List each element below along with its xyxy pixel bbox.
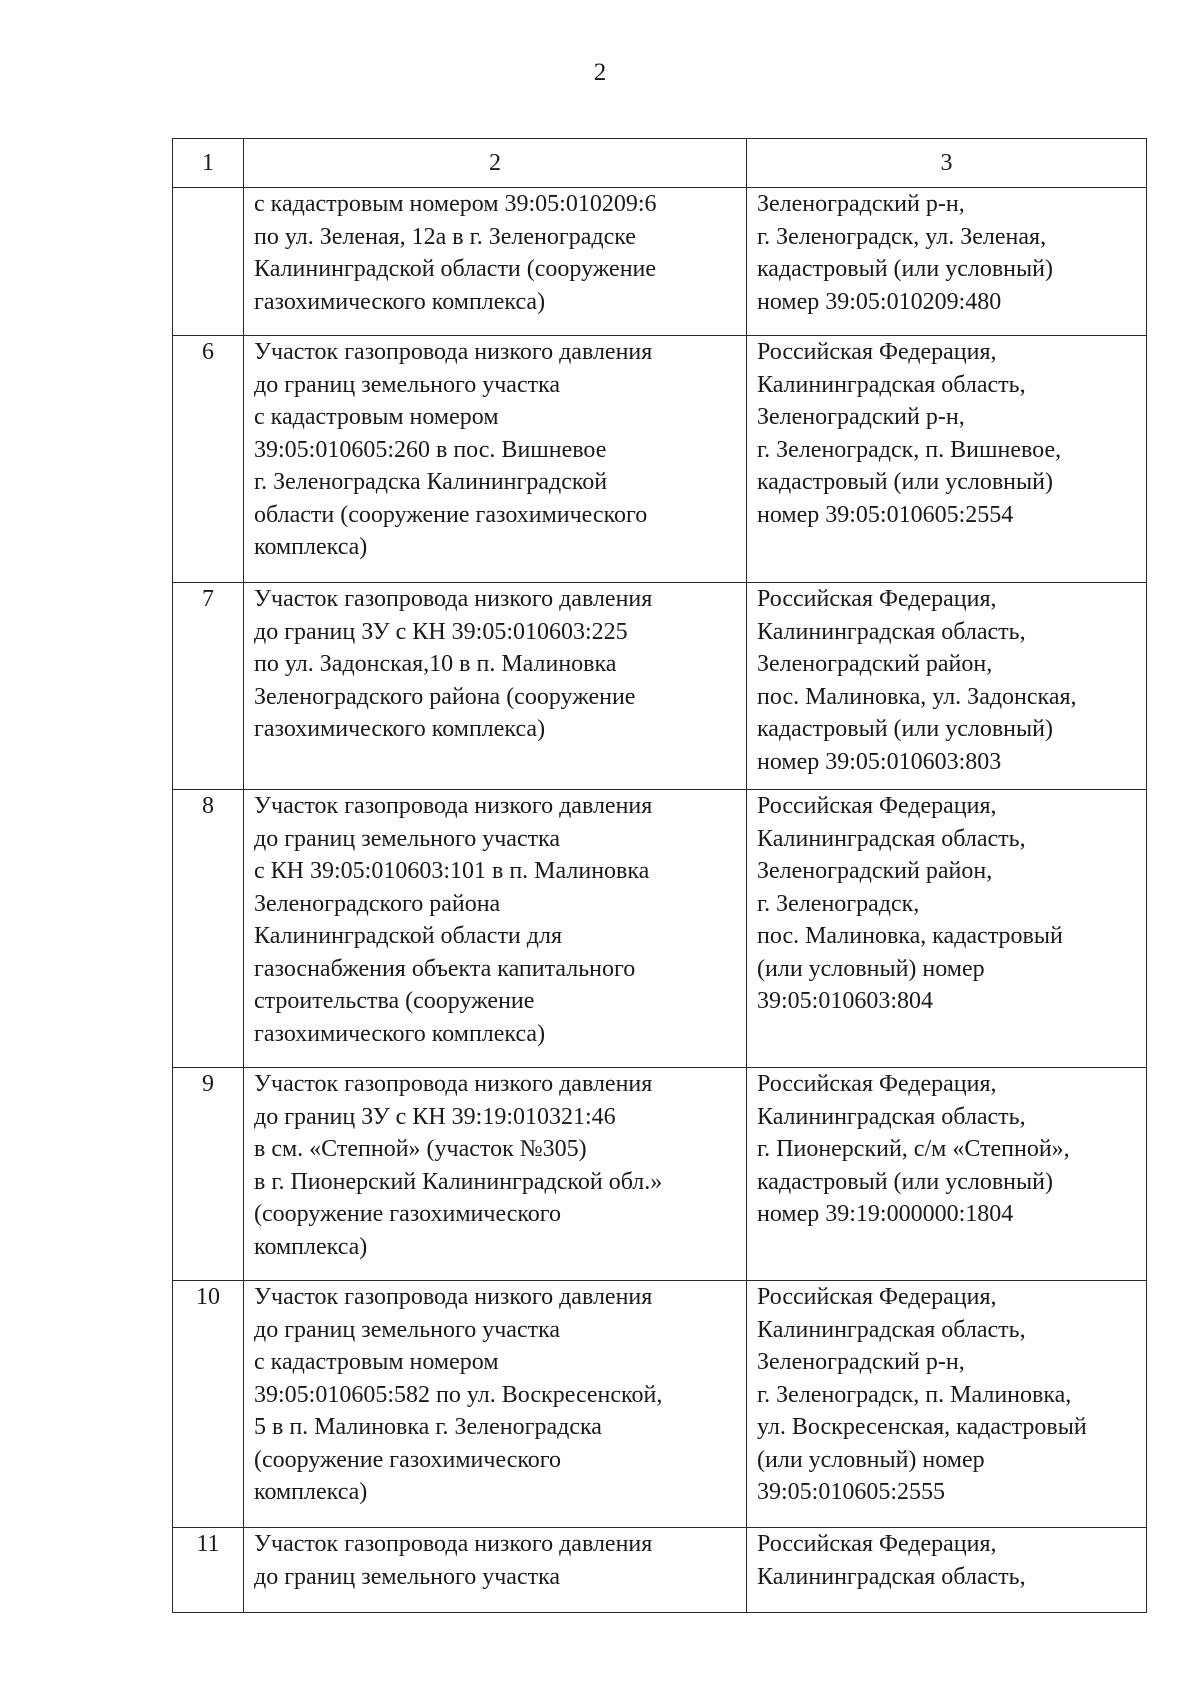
object-location: Российская Федерация, Калининградская область, Зеленоградский р-н, г. Зеленоградск, п. Малиновка, ул. Воскресенская, кадастровый (или условный) номер 39:05:010605:2555 [747, 1281, 1147, 1528]
table-row [173, 790, 1147, 1068]
row-number: 10 [173, 1281, 244, 1528]
table-row [173, 1068, 1147, 1281]
object-location: Российская Федерация, Калининградская область, Зеленоградский район, г. Зеленоградск, пос. Малиновка, кадастровый (или условный) номер 39:05:010603:804 [747, 790, 1147, 1068]
table-row [173, 1528, 1147, 1613]
object-description: Участок газопровода низкого давления до границ земельного участка с кадастровым номером 39:05:010605:260 в пос. Вишневое г. Зеленоградска Калининградской области (сооружение газохимического комплекса) [244, 336, 747, 583]
object-description: Участок газопровода низкого давления до границ земельного участка с КН 39:05:010603:101 в п. Малиновка Зеленоградского района Калининградской области для газоснабжения объекта капитального строительства (сооружение газохимического комплекса) [244, 790, 747, 1068]
object-description: Участок газопровода низкого давления до границ ЗУ с КН 39:05:010603:225 по ул. Задонская,10 в п. Малиновка Зеленоградского района (сооружение газохимического комплекса) [244, 583, 747, 790]
row-number: 6 [173, 336, 244, 583]
object-description: Участок газопровода низкого давления до границ земельного участка с кадастровым номером 39:05:010605:582 по ул. Воскресенской, 5 в п. Малиновка г. Зеленоградска (сооружение газохимического комплекса) [244, 1281, 747, 1528]
page-number: 2 [593, 59, 607, 86]
row-number: 8 [173, 790, 244, 1068]
object-location: Российская Федерация, Калининградская область, Зеленоградский р-н, г. Зеленоградск, п. Вишневое, кадастровый (или условный) номер 39:05:010605:2554 [747, 336, 1147, 583]
object-description: Участок газопровода низкого давления до границ ЗУ с КН 39:19:010321:46 в см. «Степной» (участок №305) в г. Пионерский Калининградской обл.» (сооружение газохимического комплекса) [244, 1068, 747, 1281]
column-header-object: 2 [244, 139, 747, 188]
row-number: 9 [173, 1068, 244, 1281]
row-number: 11 [173, 1528, 244, 1613]
table-row [173, 336, 1147, 583]
object-location: Российская Федерация, Калининградская область, Зеленоградский район, пос. Малиновка, ул. Задонская, кадастровый (или условный) номер 39:05:010603:803 [747, 583, 1147, 790]
table-row [173, 188, 1147, 336]
object-description: Участок газопровода низкого давления до границ земельного участка [244, 1528, 747, 1613]
row-number [173, 188, 244, 336]
object-location: Зеленоградский р-н, г. Зеленоградск, ул. Зеленая, кадастровый (или условный) номер 39:05:010209:480 [747, 188, 1147, 336]
table-row [173, 583, 1147, 790]
table-row [173, 1281, 1147, 1528]
object-description: с кадастровым номером 39:05:010209:6 по ул. Зеленая, 12а в г. Зеленоградске Калининградской области (сооружение газохимического комплекса) [244, 188, 747, 336]
column-header-location: 3 [747, 139, 1147, 188]
table-header-row [173, 139, 1147, 188]
object-location: Российская Федерация, Калининградская область, [747, 1528, 1147, 1613]
object-location: Российская Федерация, Калининградская область, г. Пионерский, с/м «Степной», кадастровый (или условный) номер 39:19:000000:1804 [747, 1068, 1147, 1281]
row-number: 7 [173, 583, 244, 790]
column-header-number: 1 [173, 139, 244, 188]
objects-table [172, 138, 1147, 1613]
